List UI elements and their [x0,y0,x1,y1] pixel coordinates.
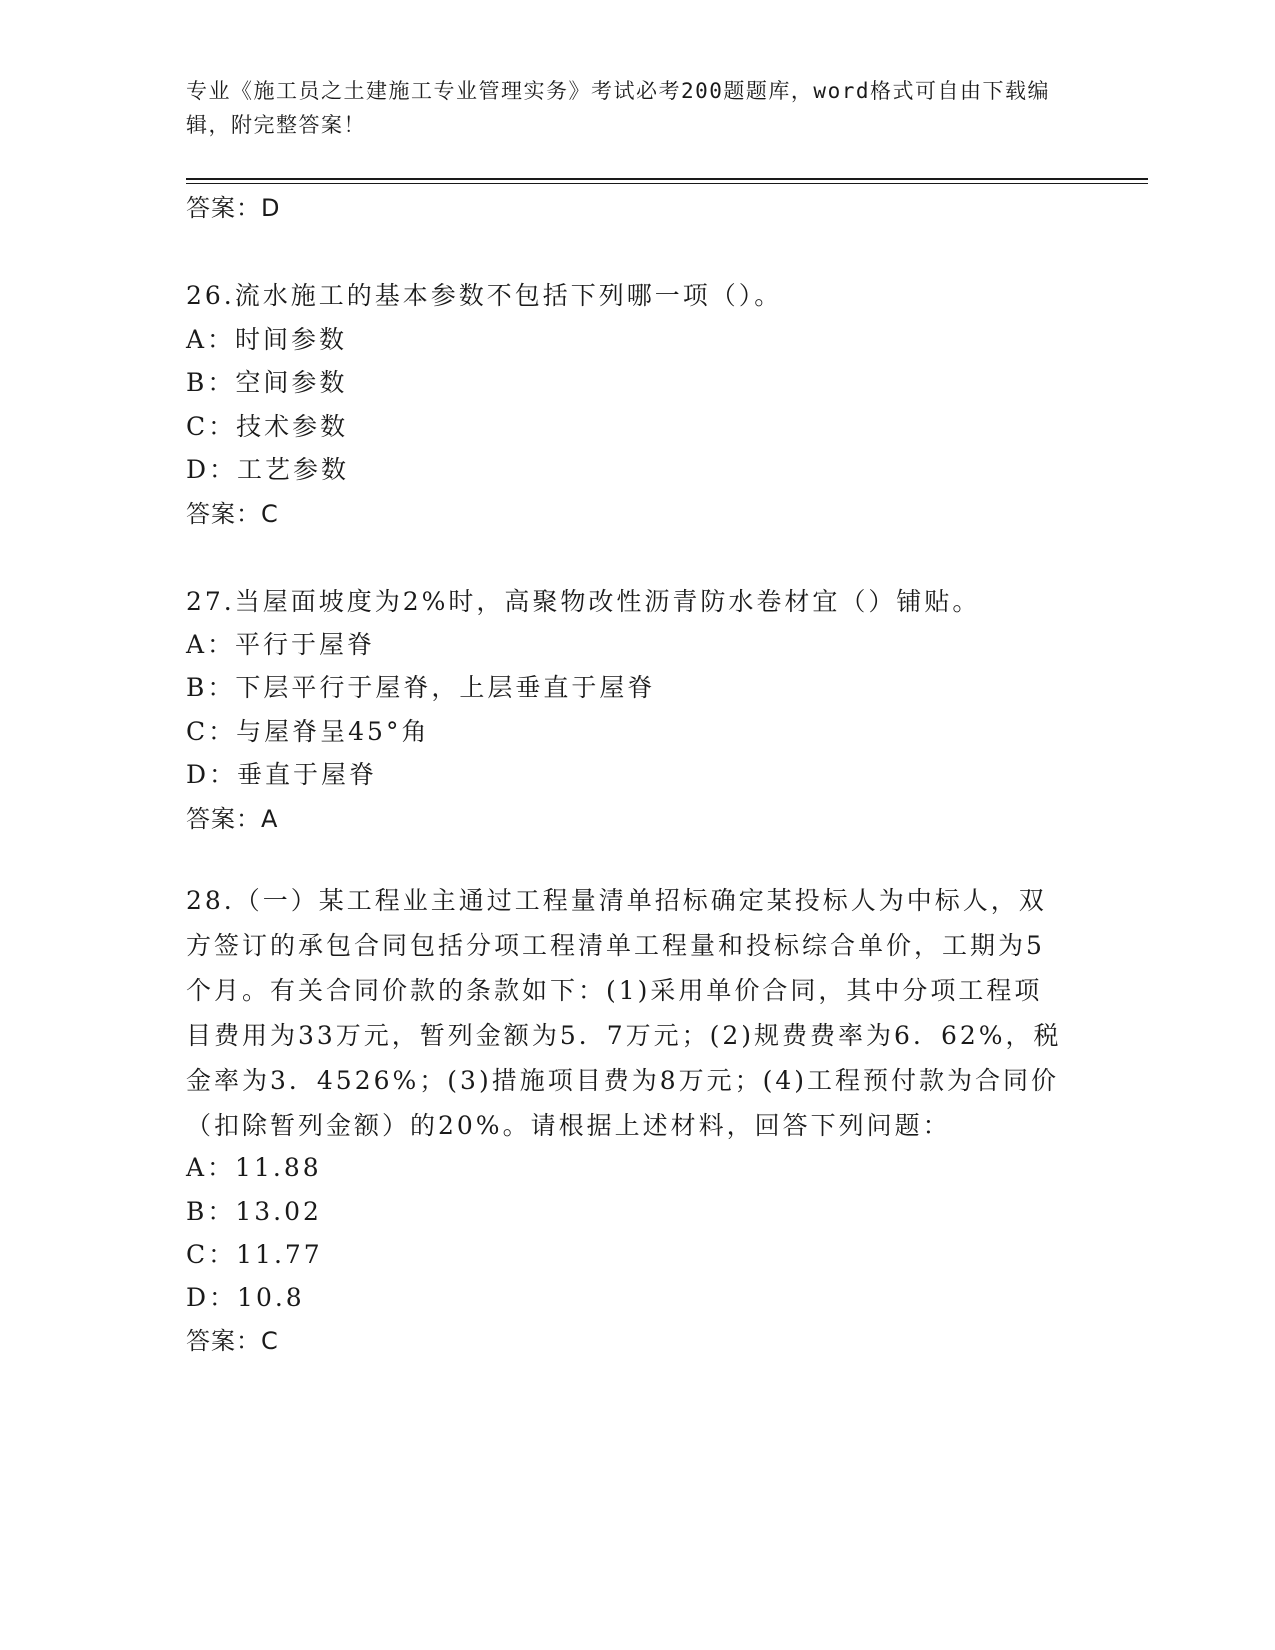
question-26-answer: 答案：C [186,500,279,528]
question-27-stem: 27.当屋面坡度为2%时，高聚物改性沥青防水卷材宜（）铺贴。 [186,587,981,616]
question-28-answer: 答案：C [186,1327,279,1355]
question-27-option-b: B：下层平行于屋脊，上层垂直于屋脊 [186,673,656,702]
header-divider-thick [186,178,1148,180]
question-26-option-c: C：技术参数 [186,412,349,441]
question-26-option-d: D：工艺参数 [186,455,350,484]
question-28-stem: 28.（一）某工程业主通过工程量清单招标确定某投标人为中标人，双方签订的承包合同包括分项工程清单工程量和投标综合单价，工期为5个月。有关合同价款的条款如下：(1)采用单价合同，其中分项工程项目费用为33万元，暂列金额为5．7万元；(2)规费费率为6．62%，税金率为3．4526%；(3)措施项目费为8万元；(4)工程预付款为合同价（扣除暂列金额）的20%。请根据上述材料，回答下列问题： [186,886,1062,1140]
question-27-option-c: C：与屋脊呈45°角 [186,717,430,746]
document-header: 专业《施工员之土建施工专业管理实务》考试必考200题题库，word格式可自由下载编辑，附完整答案！ [186,79,1050,137]
question-28-option-c: C：11.77 [186,1240,323,1269]
question-27-option-a: A：平行于屋脊 [186,630,376,659]
question-26-stem: 26.流水施工的基本参数不包括下列哪一项（）。 [186,281,783,310]
question-27-option-d: D：垂直于屋脊 [186,760,378,789]
question-28-option-d: D：10.8 [186,1283,305,1312]
question-26-option-b: B：空间参数 [186,368,348,397]
question-27-answer: 答案：A [186,805,279,833]
question-28-option-a: A：11.88 [186,1153,322,1182]
previous-answer: 答案：D [186,194,281,222]
question-26-option-a: A：时间参数 [186,325,348,354]
question-28-option-b: B：13.02 [186,1197,322,1226]
header-divider-thin [186,183,1148,184]
